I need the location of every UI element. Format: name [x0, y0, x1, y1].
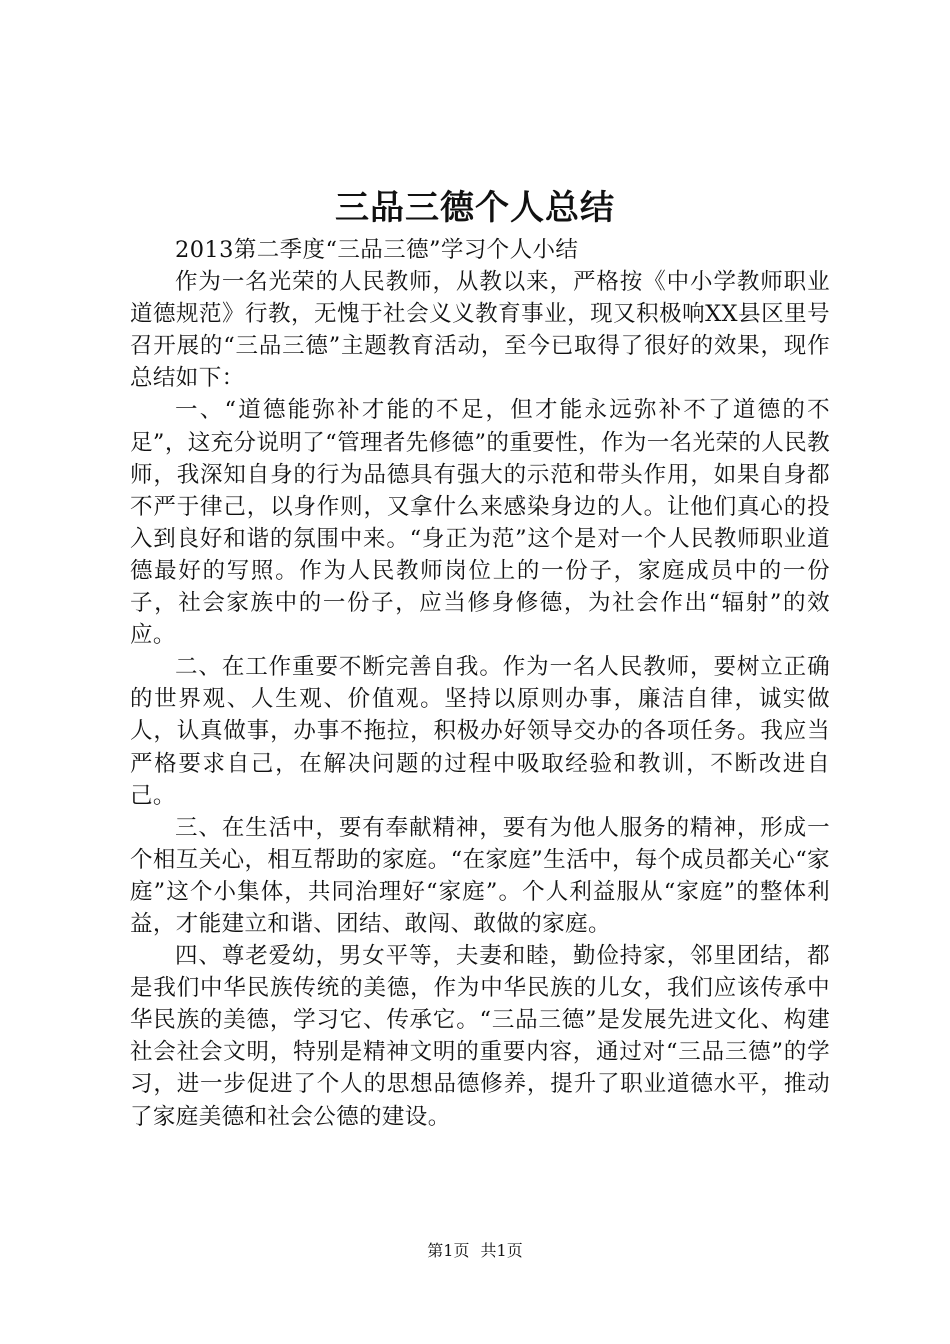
paragraph-four: 四、尊老爱幼，男女平等，夫妻和睦，勤俭持家，邻里团结，都是我们中华民族传统的美德，作为中华民族的儿女，我们应该传承中华民族的美德，学习它、传承它。“三品三德”是发展先进文化、构建社会社会文明，特别是精神文明的重要内容，通过对“三品三德”的学习，进一步促进了个人的思想品德修养，提升了职业道德水平，推动了家庭美德和社会公德的建设。	[130, 943, 830, 1130]
page-footer	[0, 1240, 950, 1262]
document-subtitle: 2013第二季度“三品三德”学习个人小结	[175, 237, 579, 263]
document-body	[130, 234, 830, 1133]
paragraph-two: 二、在工作重要不断完善自我。作为一名人民教师，要树立正确的世界观、人生观、价值观。坚持以原则办事，廉洁自律，诚实做人，认真做事，办事不拖拉，积极办好领导交办的各项任务。我应当严格要求自己，在解决问题的过程中吸取经验和教训，不断改进自己。	[130, 654, 830, 809]
document-title: 三品三德个人总结	[335, 188, 615, 228]
paragraph-three: 三、在生活中，要有奉献精神，要有为他人服务的精神，形成一个相互关心，相互帮助的家庭。“在家庭”生活中，每个成员都关心“家庭”这个小集体，共同治理好“家庭”。个人利益服从“家庭”的整体利益，才能建立和谐、团结、敢闯、敢做的家庭。	[130, 814, 830, 937]
paragraph-one: 一、“道德能弥补才能的不足，但才能永远弥补不了道德的不足”，这充分说明了“管理者先修德”的重要性，作为一名光荣的人民教师，我深知自身的行为品德具有强大的示范和带头作用，如果自身都不严于律己，以身作则，又拿什么来感染身边的人。让他们真心的投入到良好和谐的氛围中来。“身正为范”这个是对一个人民教师职业道德最好的写照。作为人民教师岗位上的一份子，家庭成员中的一份子，社会家族中的一份子，应当修身修德，为社会作出“辐射”的效应。	[130, 397, 830, 649]
page-total: 共1页	[480, 1241, 523, 1260]
paragraph-intro: 作为一名光荣的人民教师，从教以来，严格按《中小学教师职业道德规范》行教，无愧于社会义义教育事业，现又积极响XX县区里号召开展的“三品三德”主题教育活动，至今已取得了很好的效果，现作总结如下：	[130, 269, 830, 392]
page-number: 第1页	[427, 1241, 470, 1260]
